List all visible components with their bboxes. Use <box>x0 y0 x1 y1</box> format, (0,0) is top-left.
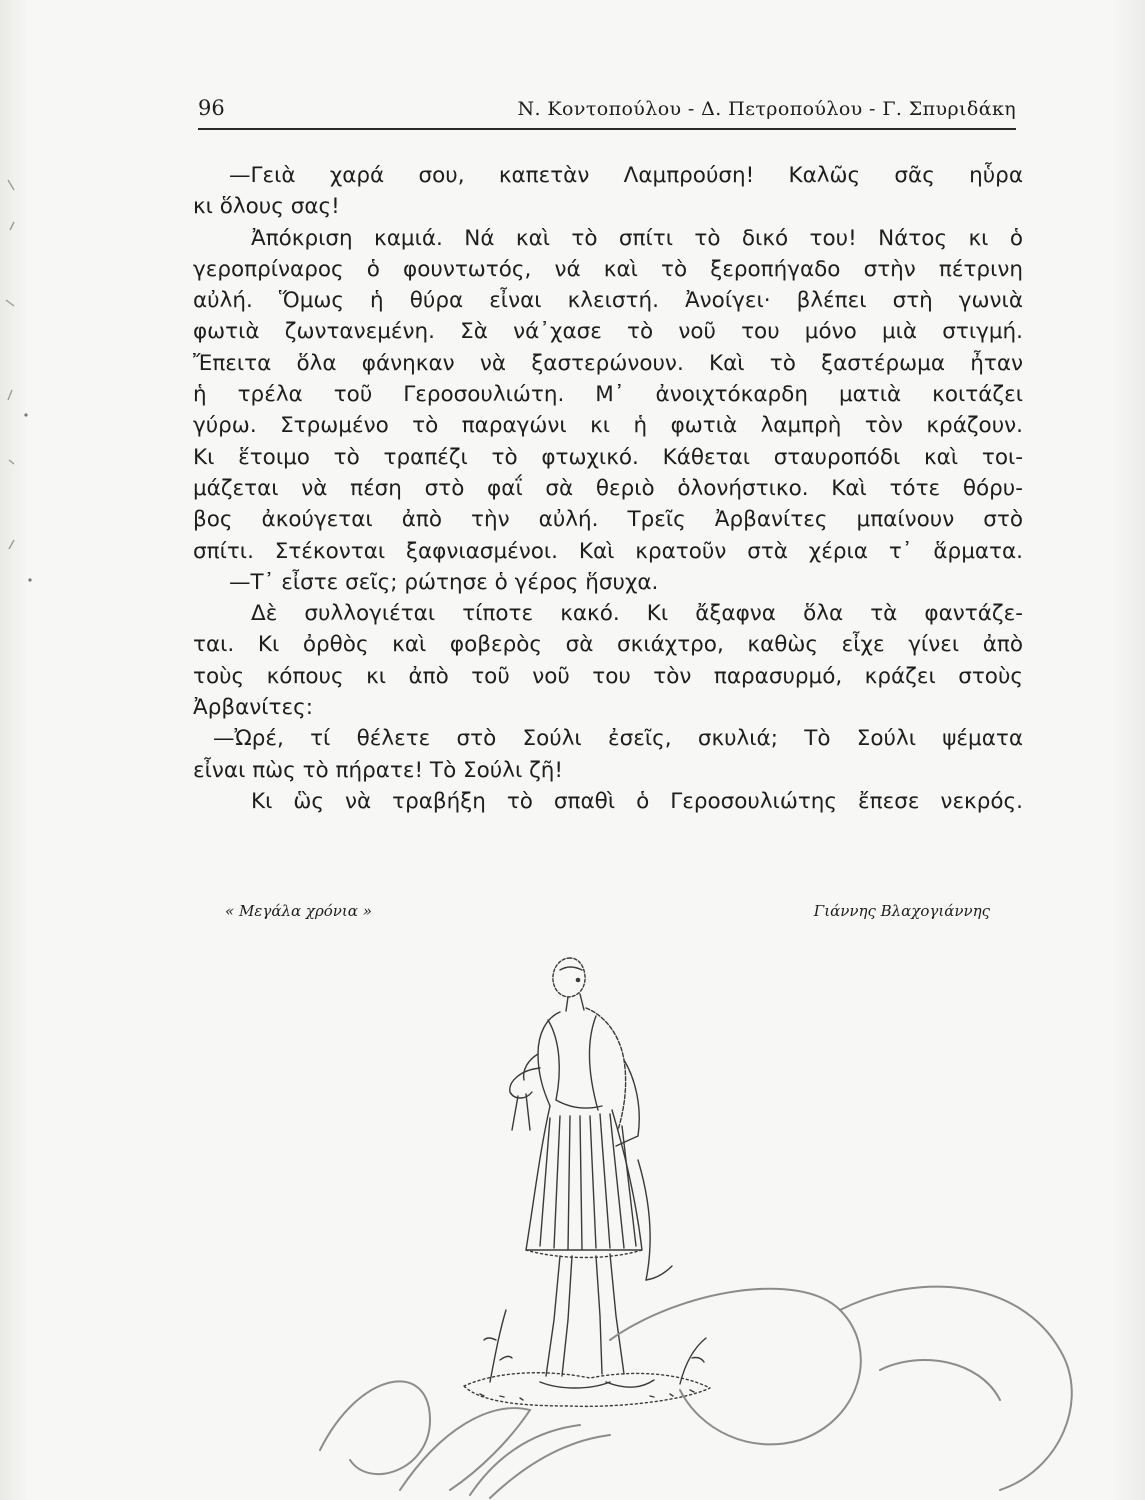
text-line: —Γειὰ χαρά σου, καπετὰν Λαμπρούση! Καλῶς σᾶς ηὗρα <box>229 163 1023 188</box>
text-line: γύρω. Στρωμένο τὸ παραγώνι κι ἡ φωτιὰ λαμπρὴ τὸν κράζουν. <box>193 413 1023 439</box>
page-number: 96 <box>198 96 225 120</box>
text-line: ται. Κι ὀρθὸς καὶ φοβερὸς σὰ σκιάχτρο, καθὼς εἶχε γίνει ἀπὸ <box>193 632 1023 658</box>
text-line: γεροπρίναρος ὁ φουντωτός, νά καὶ τὸ ξεροπήγαδο στὴν πέτρινη <box>193 256 1023 282</box>
text-line: αὐλή. Ὅμως ἡ θύρα εἶναι κλειστή. Ἀνοίγει· βλέπει στὴ γωνιὰ <box>193 288 1023 314</box>
text-line: μάζεται νὰ πέση στὸ φαΐ σὰ θεριὸ ὁλονήστικο. Καὶ τότε θόρυ- <box>193 475 1023 501</box>
text-line: ἡ τρέλα τοῦ Γεροσουλιώτη. Μ᾽ ἀνοιχτόκαρδη ματιὰ κοιτάζει <box>193 382 1023 408</box>
running-head-authors: Ν. Κοντοπούλου - Δ. Πετροπούλου - Γ. Σπυριδάκη <box>517 98 1016 120</box>
text-line: Κι ὣς νὰ τραβήξη τὸ σπαθὶ ὁ Γεροσουλιώτης ἔπεσε νεκρός. <box>251 788 1023 814</box>
source-title: « Μεγάλα χρόνια » <box>225 902 372 920</box>
text-line: τοὺς κόπους κι ἀπὸ τοῦ νοῦ του τὸν παρασυρμό, κράζει στοὺς <box>193 663 1023 689</box>
story-text <box>193 160 1023 817</box>
text-line: κι ὅλους σας! <box>193 194 340 220</box>
story-credits <box>225 902 990 926</box>
text-line: Ἀρβανίτες: <box>193 695 313 721</box>
text-line: εἶναι πὼς τὸ πήρατε! Τὸ Σούλι ζῆ! <box>193 757 564 783</box>
text-line: —Τ᾽ εἶστε σεῖς; ρώτησε ὁ γέρος ἥσυχα. <box>229 569 659 595</box>
text-line: βος ἀκούγεται ἀπὸ τὴν αὐλή. Τρεῖς Ἀρβανίτες μπαίνουν στὸ <box>193 507 1023 533</box>
text-line: Ἔπειτα ὅλα φάνηκαν νὰ ξαστερώνουν. Καὶ τὸ ξαστέρωμα ἦταν <box>193 350 1023 376</box>
header-rule <box>198 128 1016 130</box>
text-line: Ἀπόκριση καμιά. Νά καὶ τὸ σπίτι τὸ δικό του! Νάτος κι ὁ <box>251 225 1023 251</box>
pencil-scribble <box>280 1250 1140 1500</box>
text-line: φωτιὰ ζωντανεμένη. Σὰ νά᾽χασε τὸ νοῦ του μόνο μιὰ στιγμή. <box>193 319 1023 345</box>
story-author: Γιάννης Βλαχογιάννης <box>813 902 990 920</box>
margin-specks <box>0 160 40 600</box>
text-line: —Ὠρέ, τί θέλετε στὸ Σούλι ἐσεῖς, σκυλιά; Τὸ Σούλι ψέματα <box>213 726 1023 752</box>
text-line: Δὲ συλλογιέται τίποτε κακό. Κι ἄξαφνα ὅλα τὰ φαντάζε- <box>251 601 1023 627</box>
running-head <box>198 96 1016 126</box>
text-line: Κι ἕτοιμο τὸ τραπέζι τὸ φτωχικό. Κάθεται σταυροπόδι καὶ τοι- <box>193 444 1023 470</box>
text-line: σπίτι. Στέκονται ξαφνιασμένοι. Καὶ κρατοῦν στὰ χέρια τ᾽ ἅρματα. <box>193 538 1023 564</box>
